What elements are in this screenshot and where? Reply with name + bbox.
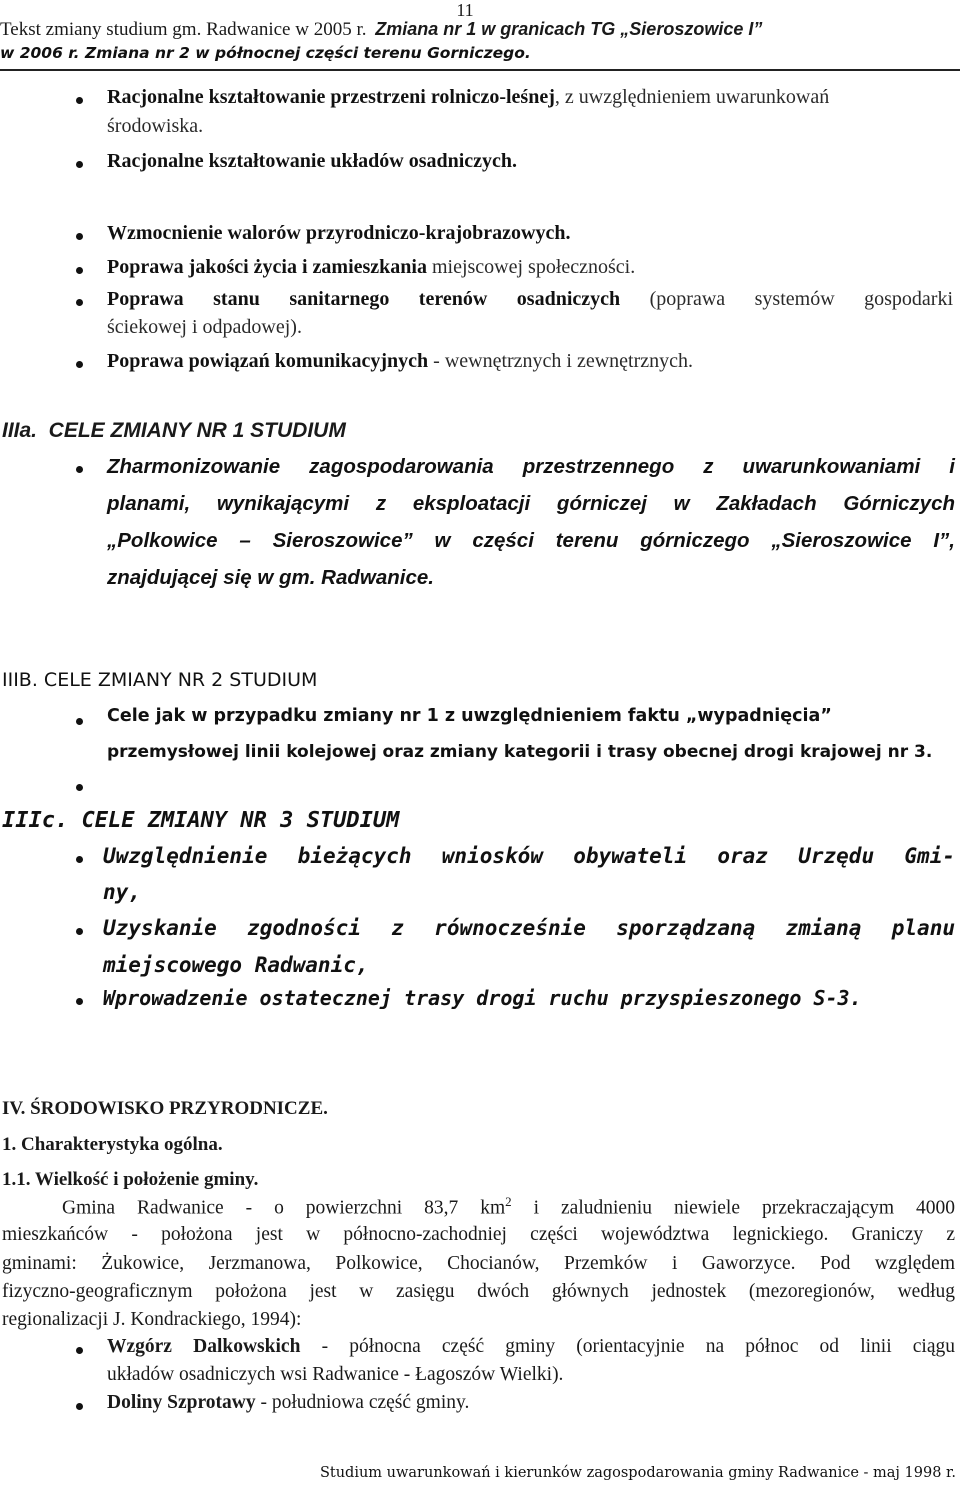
region-desc: - północna część gminy (orientacyjnie na północ od linii ciągu xyxy=(300,1336,956,1357)
goal-rest: (poprawa systemów gospodarki xyxy=(620,288,953,310)
list-item xyxy=(107,256,635,279)
region-name: Doliny Szprotawy xyxy=(107,1392,256,1413)
list-item xyxy=(107,1336,955,1358)
goal-rest: - wewnętrznych i zewnętrznych. xyxy=(428,350,694,372)
goal-bold: Racjonalne kształtowanie układów osadniczych. xyxy=(107,150,518,172)
subsection-heading: 1.1. Wielkość i położenie gminy. xyxy=(2,1169,259,1190)
paragraph-line: regionalizacji J. Kondrackiego, 1994): xyxy=(2,1309,302,1330)
section-heading-iiic: IIIc. CELE ZMIANY NR 3 STUDIUM xyxy=(2,808,400,833)
superscript: 2 xyxy=(505,1194,512,1209)
list-item-continuation: ściekowej i odpadowej). xyxy=(107,316,302,338)
section-a-line: planami, wynikającymi z eksploatacji górniczej w Zakładach Górniczych xyxy=(107,492,955,515)
bullet-icon xyxy=(76,856,83,863)
goal-bold: Wzmocnienie walorów przyrodniczo-krajobrazowych. xyxy=(107,222,571,244)
paragraph-line: gminami: Żukowice, Jerzmanowa, Polkowice, Chocianów, Przemków i Gaworzyce. Pod względem xyxy=(2,1253,955,1274)
section-c-line: Wprowadzenie ostatecznej trasy drogi ruchu przyspieszonego S-3. xyxy=(103,986,862,1010)
page-number: 11 xyxy=(456,0,474,20)
section-b-line: przemysłowej linii kolejowej oraz zmiany kategorii i trasy obecnej drogi krajowej nr 3. xyxy=(107,742,933,762)
section-c-line: Uwzględnienie bieżących wniosków obywateli oraz Urzędu Gmi- xyxy=(103,844,955,868)
bullet-icon xyxy=(76,267,83,274)
paragraph-line: fizyczno-geograficznym położona jest w zasięgu dwóch głównych jednostek (mezoregionów, według xyxy=(2,1281,955,1302)
section-c-line: ny, xyxy=(103,880,141,904)
header-rule xyxy=(0,69,960,71)
section-c-line: miejscowego Radwanic, xyxy=(103,953,369,977)
goal-bold: Poprawa jakości życia i zamieszkania xyxy=(107,256,427,278)
section-c-line: Uzyskanie zgodności z równocześnie sporządzaną zmianą planu xyxy=(103,916,955,940)
para-text: Gmina Radwanice - o powierzchni 83,7 km xyxy=(62,1197,506,1219)
goal-rest: , z uwzględnieniem uwarunkowań xyxy=(554,86,830,108)
list-item xyxy=(107,1392,469,1414)
para-text: i zaludnieniu niewiele przekraczającym 4000 xyxy=(511,1197,956,1219)
bullet-icon xyxy=(76,97,83,104)
section-heading-iv: IV. ŚRODOWISKO PRZYRODNICZE. xyxy=(2,1098,328,1119)
list-item xyxy=(107,350,693,373)
subsection-heading: 1. Charakterystyka ogólna. xyxy=(2,1134,223,1155)
list-item xyxy=(107,150,517,173)
bullet-icon xyxy=(76,1347,83,1354)
bullet-icon xyxy=(76,299,83,306)
page-footer: Studium uwarunkowań i kierunków zagospodarowania gminy Radwanice - maj 1998 r. xyxy=(319,1465,956,1481)
section-heading-iiia: IIIa. CELE ZMIANY NR 1 STUDIUM xyxy=(2,419,346,442)
list-item-continuation: środowiska. xyxy=(107,115,204,137)
running-header-line-1 xyxy=(0,19,762,41)
list-item-continuation: układów osadniczych wsi Radwanice - Łagoszów Wielki). xyxy=(107,1364,564,1385)
bullet-icon xyxy=(76,928,83,935)
header-text: Tekst zmiany studium gm. Radwanice w 2005 r. xyxy=(0,19,367,40)
paragraph-line: mieszkańców - położona jest w północno-zachodniej części województwa legnickiego. Graniczy z xyxy=(2,1224,955,1245)
bullet-icon xyxy=(76,233,83,240)
bullet-icon xyxy=(76,784,83,791)
section-a-line: „Polkowice – Sieroszowice” w części terenu górniczego „Sieroszowice I”, xyxy=(107,529,955,552)
region-name: Wzgórz Dalkowskich xyxy=(107,1336,301,1357)
bullet-icon xyxy=(76,1403,83,1410)
running-header-line-2: w 2006 r. Zmiana nr 2 w północnej części terenu Gorniczego. xyxy=(0,44,531,62)
goal-rest: miejscowej społeczności. xyxy=(426,256,636,278)
header-amendment-1: Zmiana nr 1 w granicach TG „Sieroszowice I” xyxy=(375,19,763,39)
bullet-icon xyxy=(76,361,83,368)
goal-bold: Poprawa powiązań komunikacyjnych xyxy=(107,350,429,372)
paragraph-line xyxy=(62,1194,955,1220)
list-item xyxy=(107,222,570,245)
bullet-icon xyxy=(76,998,83,1005)
list-item xyxy=(107,86,829,109)
section-b-line: Cele jak w przypadku zmiany nr 1 z uwzględnieniem faktu „wypadnięcia” xyxy=(107,706,832,726)
bullet-icon xyxy=(76,718,83,725)
section-heading-iiib: IIIB. CELE ZMIANY NR 2 STUDIUM xyxy=(2,669,318,691)
list-item xyxy=(107,288,953,311)
goal-bold: Racjonalne kształtowanie przestrzeni rolniczo-leśnej xyxy=(107,86,555,108)
bullet-icon xyxy=(76,466,83,473)
region-desc: - południowa część gminy. xyxy=(255,1392,470,1413)
goal-bold: Poprawa stanu sanitarnego terenów osadniczych xyxy=(107,288,621,310)
section-a-line: Zharmonizowanie zagospodarowania przestrzennego z uwarunkowaniami i xyxy=(107,455,955,478)
bullet-icon xyxy=(76,161,83,168)
section-a-line: znajdującej się w gm. Radwanice. xyxy=(107,566,434,589)
